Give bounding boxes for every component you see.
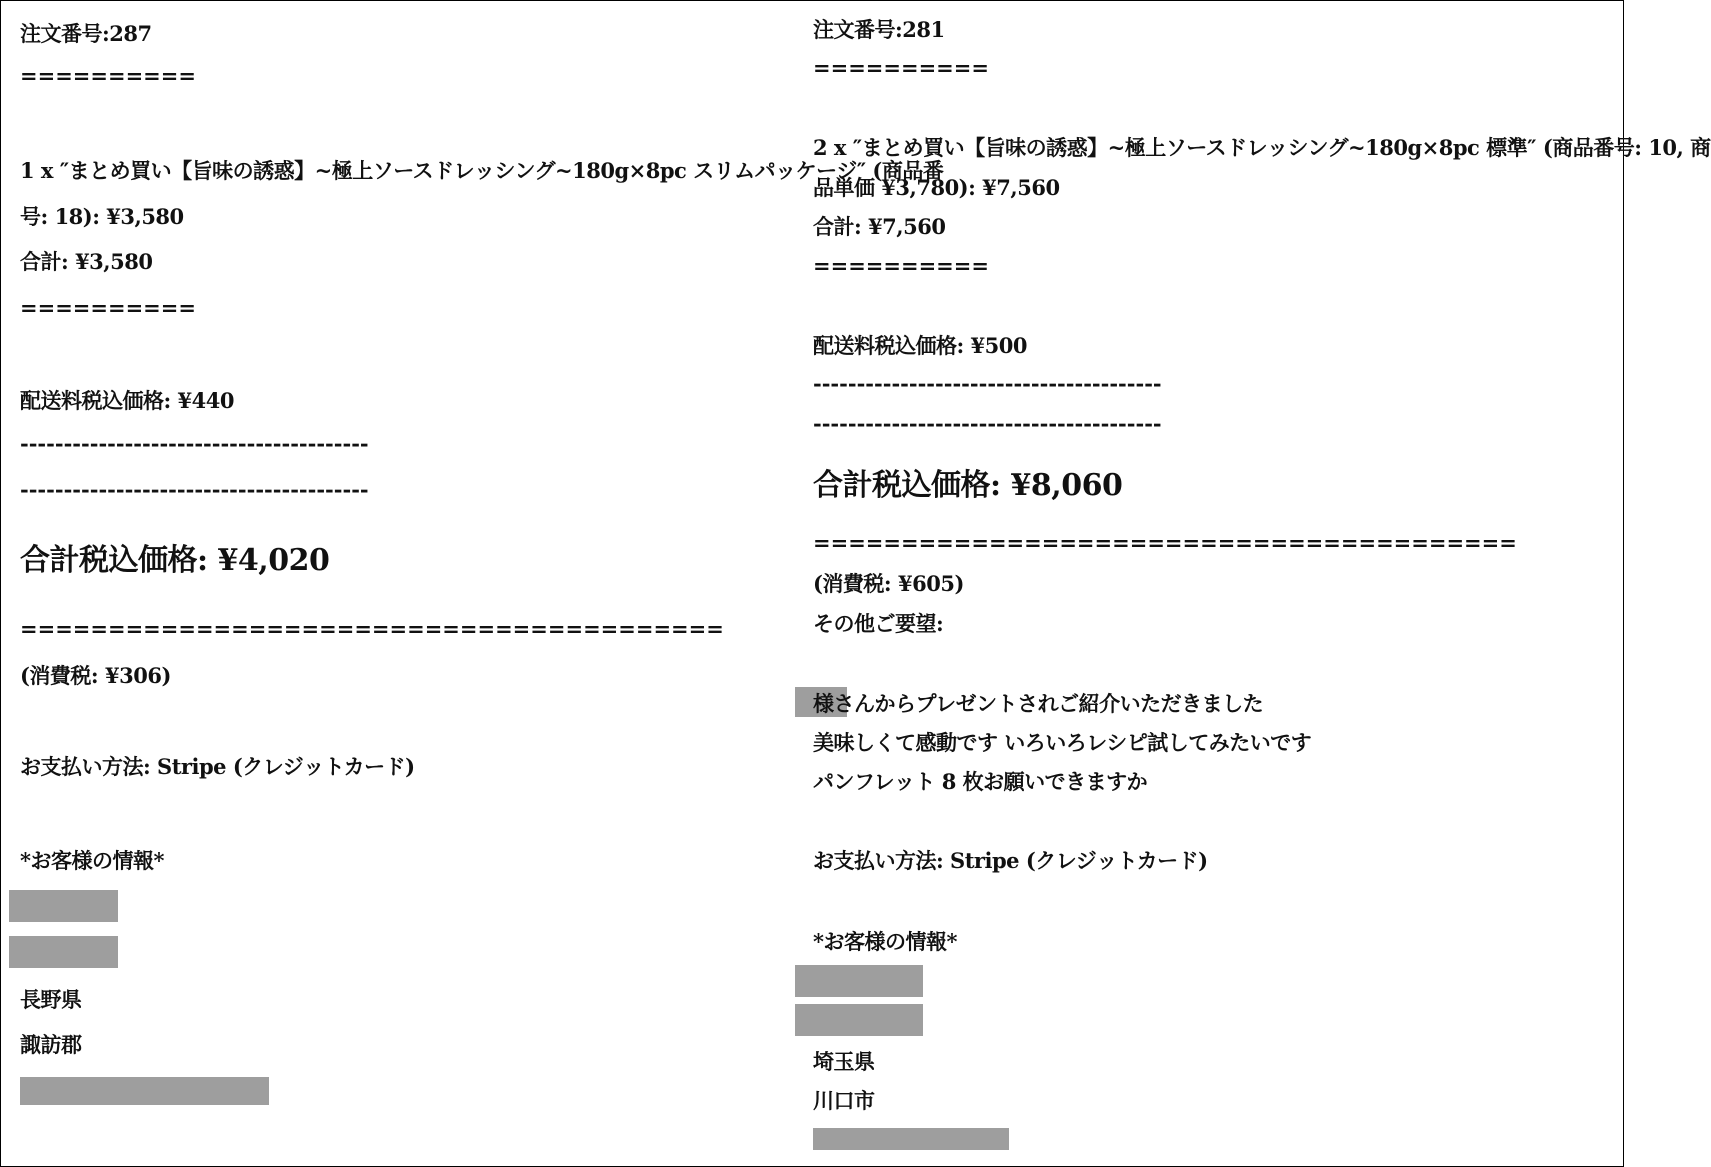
item-line-continued: 品単価 ¥3,780): ¥7,560 [813,175,1060,200]
subtotal: 合計: ¥3,580 [20,249,153,274]
item-line: 2 x ″まとめ買い【旨味の誘惑】~極上ソースドレッシング~180g×8pc 標準″ (商品番号: 10, 商 [813,135,1711,160]
customer-info-heading: *お客様の情報* [20,848,164,873]
shipping-fee: 配送料税込価格: ¥500 [813,333,1028,358]
item-line: 1 x ″まとめ買い【旨味の誘惑】~極上ソースドレッシング~180g×8pc スリムパッケージ″ (商品番 [20,158,944,183]
separator-equals-long: ======================================== [813,530,1517,555]
separator-dashes: ---------------------------------------- [20,431,369,456]
item-line-continued: 号: 18): ¥3,580 [20,204,184,229]
request-message-line: 様さんからプレゼントされご紹介いただきました [813,691,1264,716]
redacted-name [9,890,118,922]
order-email-right [796,1,1711,1166]
other-requests-label: その他ご要望: [813,611,944,636]
city: 川口市 [813,1088,875,1113]
payment-method: お支払い方法: Stripe (クレジットカード) [20,754,415,779]
grand-total: 合計税込価格: ¥8,060 [813,468,1123,503]
consumption-tax: (消費税: ¥306) [20,663,171,688]
separator-dashes: ---------------------------------------- [20,477,369,502]
separator-equals: ========== [20,295,196,320]
request-message-line: 美味しくて感動です いろいろレシピ試してみたいです [813,730,1312,755]
subtotal: 合計: ¥7,560 [813,214,946,239]
shipping-fee: 配送料税込価格: ¥440 [20,388,235,413]
redacted-address [813,1128,1009,1150]
district: 諏訪郡 [20,1032,82,1057]
grand-total: 合計税込価格: ¥4,020 [20,543,330,578]
separator-equals: ========== [813,55,989,80]
redacted-postal-code [795,1004,923,1036]
prefecture: 埼玉県 [813,1049,875,1074]
redacted-name [795,965,923,997]
redacted-postal-code [9,936,118,968]
separator-dashes: ---------------------------------------- [813,371,1162,396]
redacted-address [20,1077,269,1105]
order-number: 注文番号:287 [20,21,152,46]
order-number: 注文番号:281 [813,17,945,42]
separator-equals: ========== [20,63,196,88]
consumption-tax: (消費税: ¥605) [813,571,964,596]
payment-method: お支払い方法: Stripe (クレジットカード) [813,848,1208,873]
customer-info-heading: *お客様の情報* [813,929,957,954]
separator-dashes: ---------------------------------------- [813,411,1162,436]
prefecture: 長野県 [20,987,82,1012]
separator-equals-long: ======================================== [20,616,724,641]
separator-equals: ========== [813,253,989,278]
request-message-line: パンフレット 8 枚お願いできますか [813,769,1148,794]
